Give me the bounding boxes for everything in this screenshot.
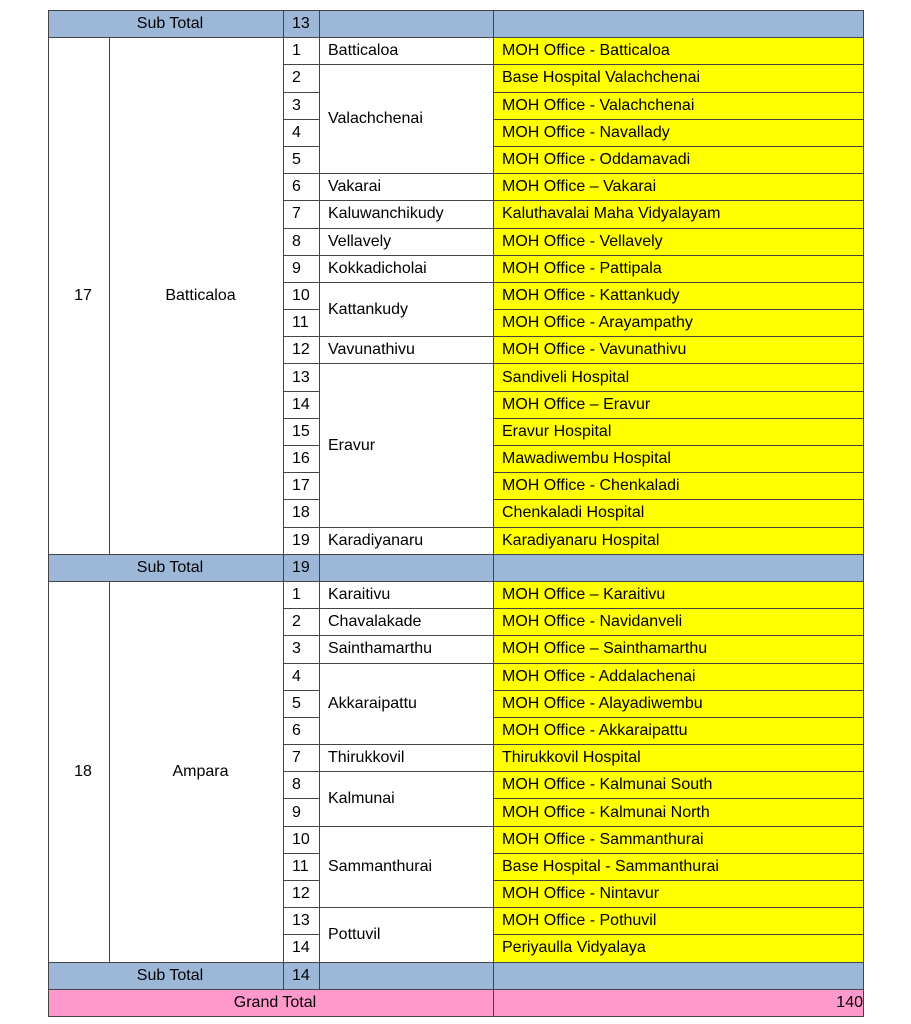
subtotal-count: 13 [284, 11, 320, 38]
subtotal-label: Sub Total [49, 554, 284, 581]
center-location: Thirukkovil Hospital [494, 745, 864, 772]
row-number: 8 [284, 228, 320, 255]
row-number: 5 [284, 690, 320, 717]
grand-total-label: Grand Total [49, 989, 494, 1016]
center-location: MOH Office - Batticaloa [494, 38, 864, 65]
row-number: 3 [284, 636, 320, 663]
center-location: MOH Office - Kalmunai North [494, 799, 864, 826]
row-number: 14 [284, 391, 320, 418]
moh-area: Valachchenai [320, 65, 494, 174]
row-number: 4 [284, 119, 320, 146]
center-location: Karadiyanaru Hospital [494, 527, 864, 554]
row-number: 13 [284, 908, 320, 935]
table-row [49, 581, 864, 608]
center-location: Eravur Hospital [494, 418, 864, 445]
row-number: 5 [284, 146, 320, 173]
row-number: 15 [284, 418, 320, 445]
row-number: 8 [284, 772, 320, 799]
center-location: MOH Office - Kattankudy [494, 282, 864, 309]
center-location: MOH Office - Vellavely [494, 228, 864, 255]
district-number: 17 [49, 38, 110, 555]
moh-area: Karaitivu [320, 581, 494, 608]
grand-total-row [49, 989, 864, 1016]
district-name: Batticaloa [110, 38, 284, 555]
subtotal-count: 19 [284, 554, 320, 581]
center-location: MOH Office - Navallady [494, 119, 864, 146]
subtotal-empty-cell [494, 962, 864, 989]
moh-area: Vellavely [320, 228, 494, 255]
moh-area: Vakarai [320, 174, 494, 201]
center-location: MOH Office – Eravur [494, 391, 864, 418]
row-number: 19 [284, 527, 320, 554]
center-location: Base Hospital - Sammanthurai [494, 853, 864, 880]
moh-area: Thirukkovil [320, 745, 494, 772]
subtotal-row [49, 554, 864, 581]
table-row [49, 38, 864, 65]
subtotal-row [49, 962, 864, 989]
row-number: 2 [284, 65, 320, 92]
row-number: 18 [284, 500, 320, 527]
moh-area: Sammanthurai [320, 826, 494, 908]
center-location: MOH Office - Sammanthurai [494, 826, 864, 853]
district-number: 18 [49, 581, 110, 962]
moh-area: Vavunathivu [320, 337, 494, 364]
center-location: MOH Office - Navidanveli [494, 609, 864, 636]
center-location: MOH Office – Karaitivu [494, 581, 864, 608]
row-number: 1 [284, 38, 320, 65]
center-location: Kaluthavalai Maha Vidyalayam [494, 201, 864, 228]
center-location: Base Hospital Valachchenai [494, 65, 864, 92]
table-body [49, 11, 864, 1017]
moh-area: Eravur [320, 364, 494, 527]
moh-area: Kattankudy [320, 282, 494, 336]
grand-total-value: 140 [494, 989, 864, 1016]
moh-area: Karadiyanaru [320, 527, 494, 554]
row-number: 11 [284, 853, 320, 880]
center-location: MOH Office - Vavunathivu [494, 337, 864, 364]
moh-area: Pottuvil [320, 908, 494, 962]
row-number: 7 [284, 745, 320, 772]
subtotal-count: 14 [284, 962, 320, 989]
row-number: 3 [284, 92, 320, 119]
center-location: Chenkaladi Hospital [494, 500, 864, 527]
row-number: 6 [284, 717, 320, 744]
center-location: MOH Office - Pattipala [494, 255, 864, 282]
row-number: 7 [284, 201, 320, 228]
center-location: MOH Office - Arayampathy [494, 310, 864, 337]
subtotal-empty-cell [494, 554, 864, 581]
center-location: MOH Office - Akkaraipattu [494, 717, 864, 744]
subtotal-label: Sub Total [49, 11, 284, 38]
center-location: MOH Office - Oddamavadi [494, 146, 864, 173]
subtotal-empty-cell [320, 962, 494, 989]
row-number: 11 [284, 310, 320, 337]
row-number: 14 [284, 935, 320, 962]
row-number: 13 [284, 364, 320, 391]
row-number: 12 [284, 337, 320, 364]
center-location: MOH Office - Valachchenai [494, 92, 864, 119]
moh-area: Kokkadicholai [320, 255, 494, 282]
row-number: 4 [284, 663, 320, 690]
row-number: 16 [284, 446, 320, 473]
row-number: 12 [284, 881, 320, 908]
center-location: MOH Office - Nintavur [494, 881, 864, 908]
center-location: MOH Office - Kalmunai South [494, 772, 864, 799]
row-number: 10 [284, 826, 320, 853]
vaccination-centers-table [48, 10, 864, 1017]
district-name: Ampara [110, 581, 284, 962]
row-number: 9 [284, 799, 320, 826]
moh-area: Batticaloa [320, 38, 494, 65]
moh-area: Akkaraipattu [320, 663, 494, 745]
subtotal-empty-cell [494, 11, 864, 38]
subtotal-row [49, 11, 864, 38]
row-number: 9 [284, 255, 320, 282]
subtotal-label: Sub Total [49, 962, 284, 989]
center-location: MOH Office - Alayadiwembu [494, 690, 864, 717]
row-number: 10 [284, 282, 320, 309]
row-number: 17 [284, 473, 320, 500]
row-number: 6 [284, 174, 320, 201]
subtotal-empty-cell [320, 554, 494, 581]
moh-area: Kaluwanchikudy [320, 201, 494, 228]
center-location: MOH Office - Pothuvil [494, 908, 864, 935]
center-location: Mawadiwembu Hospital [494, 446, 864, 473]
moh-area: Kalmunai [320, 772, 494, 826]
center-location: Periyaulla Vidyalaya [494, 935, 864, 962]
row-number: 2 [284, 609, 320, 636]
subtotal-empty-cell [320, 11, 494, 38]
center-location: MOH Office – Sainthamarthu [494, 636, 864, 663]
center-location: MOH Office - Addalachenai [494, 663, 864, 690]
moh-area: Chavalakade [320, 609, 494, 636]
center-location: Sandiveli Hospital [494, 364, 864, 391]
moh-area: Sainthamarthu [320, 636, 494, 663]
center-location: MOH Office - Chenkaladi [494, 473, 864, 500]
row-number: 1 [284, 581, 320, 608]
center-location: MOH Office – Vakarai [494, 174, 864, 201]
